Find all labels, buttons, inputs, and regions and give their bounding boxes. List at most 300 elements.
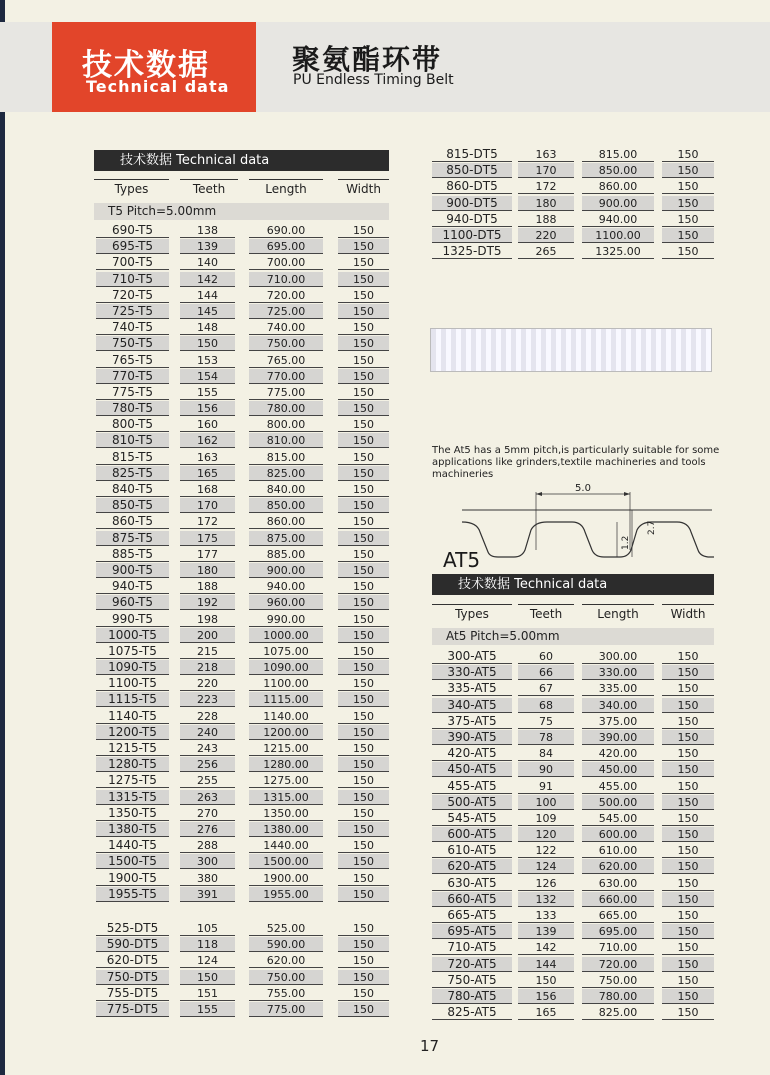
cell-teeth: 154 — [180, 369, 235, 384]
cell-type: 710-T5 — [96, 272, 169, 287]
cell-length: 1100.00 — [582, 228, 654, 243]
cell-type: 1500-T5 — [96, 854, 169, 869]
cell-type: 700-T5 — [96, 255, 169, 270]
cell-type: 620-AT5 — [432, 859, 512, 874]
cell-length: 600.00 — [582, 827, 654, 842]
cell-width: 150 — [338, 239, 389, 254]
at5-col-width: Width — [662, 604, 714, 621]
cell-teeth: 240 — [180, 725, 235, 740]
cell-length: 720.00 — [582, 957, 654, 972]
cell-type: 1000-T5 — [96, 628, 169, 643]
cell-teeth: 151 — [180, 986, 235, 1001]
cell-length: 900.00 — [249, 563, 323, 578]
cell-width: 150 — [338, 773, 389, 788]
cell-width: 150 — [338, 709, 389, 724]
cell-teeth: 170 — [518, 163, 574, 178]
cell-teeth: 162 — [180, 433, 235, 448]
cell-length: 765.00 — [249, 353, 323, 368]
cell-length: 860.00 — [582, 179, 654, 194]
cell-teeth: 223 — [180, 692, 235, 707]
cell-length: 825.00 — [249, 466, 323, 481]
cell-length: 875.00 — [249, 531, 323, 546]
cell-length: 990.00 — [249, 612, 323, 627]
cell-length: 660.00 — [582, 892, 654, 907]
cell-teeth: 142 — [518, 940, 574, 955]
cell-type: 660-AT5 — [432, 892, 512, 907]
cell-type: 800-T5 — [96, 417, 169, 432]
cell-width: 150 — [338, 806, 389, 821]
cell-teeth: 163 — [180, 450, 235, 465]
cell-type: 1275-T5 — [96, 773, 169, 788]
cell-teeth: 150 — [518, 973, 574, 988]
cell-type: 780-AT5 — [432, 989, 512, 1004]
cell-type: 330-AT5 — [432, 665, 512, 680]
cell-type: 1200-T5 — [96, 725, 169, 740]
cell-type: 1100-DT5 — [432, 228, 512, 243]
cell-width: 150 — [338, 272, 389, 287]
t5-table-title: 技术数据 Technical data — [94, 150, 389, 171]
cell-width: 150 — [338, 986, 389, 1001]
cell-width: 150 — [338, 676, 389, 691]
cell-teeth: 132 — [518, 892, 574, 907]
cell-width: 150 — [662, 973, 714, 988]
cell-teeth: 163 — [518, 147, 574, 162]
cell-type: 695-AT5 — [432, 924, 512, 939]
cell-type: 940-DT5 — [432, 212, 512, 227]
cell-width: 150 — [338, 644, 389, 659]
cell-length: 610.00 — [582, 843, 654, 858]
cell-length: 710.00 — [582, 940, 654, 955]
cell-type: 825-T5 — [96, 466, 169, 481]
cell-teeth: 100 — [518, 795, 574, 810]
cell-width: 150 — [338, 838, 389, 853]
cell-length: 710.00 — [249, 272, 323, 287]
cell-teeth: 391 — [180, 887, 235, 902]
cell-width: 150 — [338, 725, 389, 740]
cell-length: 700.00 — [249, 255, 323, 270]
cell-length: 815.00 — [249, 450, 323, 465]
cell-type: 1325-DT5 — [432, 244, 512, 259]
header-red-title-en: Technical data — [86, 77, 230, 96]
cell-length: 330.00 — [582, 665, 654, 680]
cell-length: 775.00 — [249, 1002, 323, 1017]
cell-width: 150 — [338, 417, 389, 432]
cell-width: 150 — [338, 741, 389, 756]
cell-teeth: 180 — [518, 196, 574, 211]
cell-width: 150 — [338, 887, 389, 902]
cell-teeth: 155 — [180, 1002, 235, 1017]
cell-teeth: 220 — [518, 228, 574, 243]
cell-length: 1325.00 — [582, 244, 654, 259]
cell-width: 150 — [338, 482, 389, 497]
cell-width: 150 — [338, 579, 389, 594]
cell-teeth: 220 — [180, 676, 235, 691]
cell-teeth: 243 — [180, 741, 235, 756]
cell-length: 810.00 — [249, 433, 323, 448]
cell-length: 1075.00 — [249, 644, 323, 659]
cell-width: 150 — [338, 871, 389, 886]
cell-width: 150 — [338, 953, 389, 968]
cell-length: 690.00 — [249, 223, 323, 238]
cell-teeth: 91 — [518, 779, 574, 794]
cell-teeth: 177 — [180, 547, 235, 562]
cell-width: 150 — [662, 649, 714, 664]
cell-width: 150 — [662, 665, 714, 680]
cell-type: 390-AT5 — [432, 730, 512, 745]
cell-teeth: 153 — [180, 353, 235, 368]
cell-teeth: 228 — [180, 709, 235, 724]
cell-type: 750-AT5 — [432, 973, 512, 988]
cell-teeth: 192 — [180, 595, 235, 610]
cell-length: 500.00 — [582, 795, 654, 810]
cell-width: 150 — [338, 353, 389, 368]
cell-width: 150 — [662, 940, 714, 955]
cell-type: 840-T5 — [96, 482, 169, 497]
cell-type: 750-DT5 — [96, 970, 169, 985]
cell-type: 770-T5 — [96, 369, 169, 384]
cell-type: 500-AT5 — [432, 795, 512, 810]
cell-type: 375-AT5 — [432, 714, 512, 729]
t5-pitch-label: T5 Pitch=5.00mm — [94, 203, 389, 220]
cell-teeth: 118 — [180, 937, 235, 952]
cell-teeth: 90 — [518, 762, 574, 777]
cell-type: 885-T5 — [96, 547, 169, 562]
cell-width: 150 — [338, 255, 389, 270]
cell-type: 775-DT5 — [96, 1002, 169, 1017]
cell-width: 150 — [338, 970, 389, 985]
cell-length: 1280.00 — [249, 757, 323, 772]
cell-type: 665-AT5 — [432, 908, 512, 923]
cell-teeth: 84 — [518, 746, 574, 761]
cell-type: 1100-T5 — [96, 676, 169, 691]
at5-profile-label: AT5 — [443, 548, 481, 572]
cell-teeth: 142 — [180, 272, 235, 287]
cell-width: 150 — [662, 244, 714, 259]
cell-length: 750.00 — [249, 336, 323, 351]
cell-type: 450-AT5 — [432, 762, 512, 777]
cell-length: 1200.00 — [249, 725, 323, 740]
cell-width: 150 — [662, 811, 714, 826]
cell-teeth: 175 — [180, 531, 235, 546]
cell-teeth: 160 — [180, 417, 235, 432]
cell-type: 1900-T5 — [96, 871, 169, 886]
cell-teeth: 144 — [180, 288, 235, 303]
cell-length: 390.00 — [582, 730, 654, 745]
cell-length: 850.00 — [582, 163, 654, 178]
cell-length: 1440.00 — [249, 838, 323, 853]
cell-length: 590.00 — [249, 937, 323, 952]
cell-width: 150 — [338, 692, 389, 707]
t5-col-teeth: Teeth — [180, 179, 238, 196]
cell-width: 150 — [662, 762, 714, 777]
cell-type: 815-DT5 — [432, 147, 512, 162]
cell-teeth: 215 — [180, 644, 235, 659]
cell-type: 1955-T5 — [96, 887, 169, 902]
cell-type: 875-T5 — [96, 531, 169, 546]
cell-teeth: 120 — [518, 827, 574, 842]
cell-teeth: 265 — [518, 244, 574, 259]
cell-width: 150 — [662, 795, 714, 810]
cell-length: 860.00 — [249, 514, 323, 529]
cell-length: 780.00 — [582, 989, 654, 1004]
cell-length: 620.00 — [582, 859, 654, 874]
cell-length: 455.00 — [582, 779, 654, 794]
cell-width: 150 — [338, 320, 389, 335]
cell-length: 1140.00 — [249, 709, 323, 724]
cell-type: 860-DT5 — [432, 179, 512, 194]
cell-teeth: 180 — [180, 563, 235, 578]
cell-width: 150 — [338, 514, 389, 529]
cell-type: 600-AT5 — [432, 827, 512, 842]
cell-width: 150 — [662, 827, 714, 842]
cell-teeth: 75 — [518, 714, 574, 729]
cell-type: 720-T5 — [96, 288, 169, 303]
cell-teeth: 172 — [180, 514, 235, 529]
page-title-en: PU Endless Timing Belt — [293, 72, 454, 88]
cell-teeth: 68 — [518, 698, 574, 713]
cell-teeth: 78 — [518, 730, 574, 745]
cell-teeth: 255 — [180, 773, 235, 788]
cell-teeth: 218 — [180, 660, 235, 675]
cell-length: 840.00 — [249, 482, 323, 497]
cell-type: 815-T5 — [96, 450, 169, 465]
cell-type: 900-T5 — [96, 563, 169, 578]
cell-width: 150 — [338, 531, 389, 546]
cell-length: 1000.00 — [249, 628, 323, 643]
cell-length: 1215.00 — [249, 741, 323, 756]
cell-teeth: 270 — [180, 806, 235, 821]
cell-length: 850.00 — [249, 498, 323, 513]
header-red-block — [52, 22, 256, 112]
cell-teeth: 156 — [180, 401, 235, 416]
cell-teeth: 109 — [518, 811, 574, 826]
at5-col-teeth: Teeth — [518, 604, 574, 621]
cell-length: 1900.00 — [249, 871, 323, 886]
cell-length: 940.00 — [249, 579, 323, 594]
cell-type: 765-T5 — [96, 353, 169, 368]
cell-type: 740-T5 — [96, 320, 169, 335]
cell-type: 690-T5 — [96, 223, 169, 238]
cell-type: 825-AT5 — [432, 1005, 512, 1020]
cell-teeth: 256 — [180, 757, 235, 772]
cell-type: 545-AT5 — [432, 811, 512, 826]
cell-length: 620.00 — [249, 953, 323, 968]
page-title-cn: 聚氨酯环带 — [292, 43, 443, 76]
cell-teeth: 150 — [180, 336, 235, 351]
cell-teeth: 126 — [518, 876, 574, 891]
cell-length: 1350.00 — [249, 806, 323, 821]
dim-height-total-label: 2.7 — [647, 520, 657, 535]
cell-width: 150 — [338, 498, 389, 513]
cell-type: 1140-T5 — [96, 709, 169, 724]
cell-teeth: 188 — [180, 579, 235, 594]
cell-width: 150 — [662, 989, 714, 1004]
cell-length: 815.00 — [582, 147, 654, 162]
cell-width: 150 — [662, 163, 714, 178]
cell-width: 150 — [338, 854, 389, 869]
cell-width: 150 — [662, 179, 714, 194]
cell-teeth: 198 — [180, 612, 235, 627]
cell-width: 150 — [662, 843, 714, 858]
cell-teeth: 200 — [180, 628, 235, 643]
cell-type: 1090-T5 — [96, 660, 169, 675]
cell-length: 1275.00 — [249, 773, 323, 788]
cell-length: 695.00 — [582, 924, 654, 939]
cell-width: 150 — [338, 660, 389, 675]
cell-teeth: 105 — [180, 921, 235, 936]
t5-col-width: Width — [338, 179, 389, 196]
cell-type: 695-T5 — [96, 239, 169, 254]
cell-width: 150 — [662, 147, 714, 162]
cell-length: 750.00 — [582, 973, 654, 988]
cell-teeth: 165 — [518, 1005, 574, 1020]
cell-type: 610-AT5 — [432, 843, 512, 858]
cell-type: 1440-T5 — [96, 838, 169, 853]
cell-length: 940.00 — [582, 212, 654, 227]
page-edge-rule — [0, 0, 5, 1075]
cell-teeth: 124 — [180, 953, 235, 968]
cell-length: 780.00 — [249, 401, 323, 416]
cell-width: 150 — [662, 714, 714, 729]
cell-width: 150 — [662, 746, 714, 761]
cell-length: 1955.00 — [249, 887, 323, 902]
cell-width: 150 — [338, 433, 389, 448]
cell-length: 525.00 — [249, 921, 323, 936]
cell-length: 800.00 — [249, 417, 323, 432]
belt-image — [430, 328, 712, 372]
cell-teeth: 66 — [518, 665, 574, 680]
cell-type: 750-T5 — [96, 336, 169, 351]
cell-teeth: 148 — [180, 320, 235, 335]
cell-teeth: 165 — [180, 466, 235, 481]
cell-length: 1090.00 — [249, 660, 323, 675]
cell-width: 150 — [662, 957, 714, 972]
cell-type: 775-T5 — [96, 385, 169, 400]
cell-type: 630-AT5 — [432, 876, 512, 891]
cell-width: 150 — [662, 212, 714, 227]
cell-length: 1100.00 — [249, 676, 323, 691]
cell-teeth: 300 — [180, 854, 235, 869]
cell-teeth: 276 — [180, 822, 235, 837]
at5-col-types: Types — [432, 604, 512, 621]
cell-width: 150 — [338, 1002, 389, 1017]
cell-width: 150 — [338, 401, 389, 416]
cell-length: 725.00 — [249, 304, 323, 319]
cell-teeth: 168 — [180, 482, 235, 497]
cell-type: 755-DT5 — [96, 986, 169, 1001]
cell-teeth: 288 — [180, 838, 235, 853]
cell-length: 1500.00 — [249, 854, 323, 869]
cell-width: 150 — [338, 304, 389, 319]
cell-type: 455-AT5 — [432, 779, 512, 794]
cell-width: 150 — [662, 892, 714, 907]
t5-col-length: Length — [249, 179, 323, 196]
cell-width: 150 — [338, 547, 389, 562]
cell-teeth: 155 — [180, 385, 235, 400]
cell-length: 545.00 — [582, 811, 654, 826]
cell-width: 150 — [338, 757, 389, 772]
cell-width: 150 — [338, 790, 389, 805]
cell-type: 300-AT5 — [432, 649, 512, 664]
cell-teeth: 188 — [518, 212, 574, 227]
cell-width: 150 — [338, 288, 389, 303]
page-number: 17 — [420, 1037, 440, 1055]
at5-pitch-label: At5 Pitch=5.00mm — [432, 628, 714, 645]
cell-width: 150 — [338, 336, 389, 351]
cell-length: 340.00 — [582, 698, 654, 713]
cell-length: 825.00 — [582, 1005, 654, 1020]
cell-length: 960.00 — [249, 595, 323, 610]
cell-type: 850-T5 — [96, 498, 169, 513]
cell-width: 150 — [662, 876, 714, 891]
cell-type: 1350-T5 — [96, 806, 169, 821]
cell-width: 150 — [338, 822, 389, 837]
cell-width: 150 — [338, 595, 389, 610]
cell-length: 420.00 — [582, 746, 654, 761]
cell-teeth: 133 — [518, 908, 574, 923]
cell-type: 1315-T5 — [96, 790, 169, 805]
cell-type: 860-T5 — [96, 514, 169, 529]
cell-width: 150 — [662, 908, 714, 923]
cell-length: 900.00 — [582, 196, 654, 211]
cell-width: 150 — [338, 369, 389, 384]
at5-description: The At5 has a 5mm pitch,is particularly suitable for some applications like grinders,textile machineries and tools machineries — [432, 445, 720, 480]
cell-length: 1115.00 — [249, 692, 323, 707]
cell-length: 1315.00 — [249, 790, 323, 805]
cell-type: 710-AT5 — [432, 940, 512, 955]
cell-length: 335.00 — [582, 681, 654, 696]
cell-width: 150 — [662, 681, 714, 696]
cell-width: 150 — [662, 196, 714, 211]
cell-width: 150 — [338, 628, 389, 643]
cell-teeth: 144 — [518, 957, 574, 972]
cell-teeth: 139 — [180, 239, 235, 254]
cell-length: 885.00 — [249, 547, 323, 562]
cell-teeth: 380 — [180, 871, 235, 886]
cell-type: 1215-T5 — [96, 741, 169, 756]
cell-width: 150 — [338, 385, 389, 400]
cell-type: 420-AT5 — [432, 746, 512, 761]
cell-length: 775.00 — [249, 385, 323, 400]
cell-teeth: 67 — [518, 681, 574, 696]
header-red-title-cn: 技术数据 — [82, 48, 210, 83]
cell-width: 150 — [662, 1005, 714, 1020]
cell-length: 1380.00 — [249, 822, 323, 837]
cell-width: 150 — [662, 859, 714, 874]
cell-type: 1380-T5 — [96, 822, 169, 837]
dim-pitch-label: 5.0 — [575, 483, 591, 494]
cell-teeth: 124 — [518, 859, 574, 874]
cell-teeth: 263 — [180, 790, 235, 805]
cell-type: 525-DT5 — [96, 921, 169, 936]
cell-type: 335-AT5 — [432, 681, 512, 696]
cell-length: 695.00 — [249, 239, 323, 254]
cell-length: 720.00 — [249, 288, 323, 303]
cell-type: 590-DT5 — [96, 937, 169, 952]
cell-type: 1115-T5 — [96, 692, 169, 707]
cell-length: 375.00 — [582, 714, 654, 729]
cell-teeth: 172 — [518, 179, 574, 194]
cell-teeth: 138 — [180, 223, 235, 238]
cell-width: 150 — [338, 937, 389, 952]
cell-type: 940-T5 — [96, 579, 169, 594]
cell-teeth: 170 — [180, 498, 235, 513]
cell-length: 665.00 — [582, 908, 654, 923]
cell-type: 810-T5 — [96, 433, 169, 448]
cell-teeth: 140 — [180, 255, 235, 270]
t5-col-types: Types — [94, 179, 169, 196]
cell-type: 900-DT5 — [432, 196, 512, 211]
